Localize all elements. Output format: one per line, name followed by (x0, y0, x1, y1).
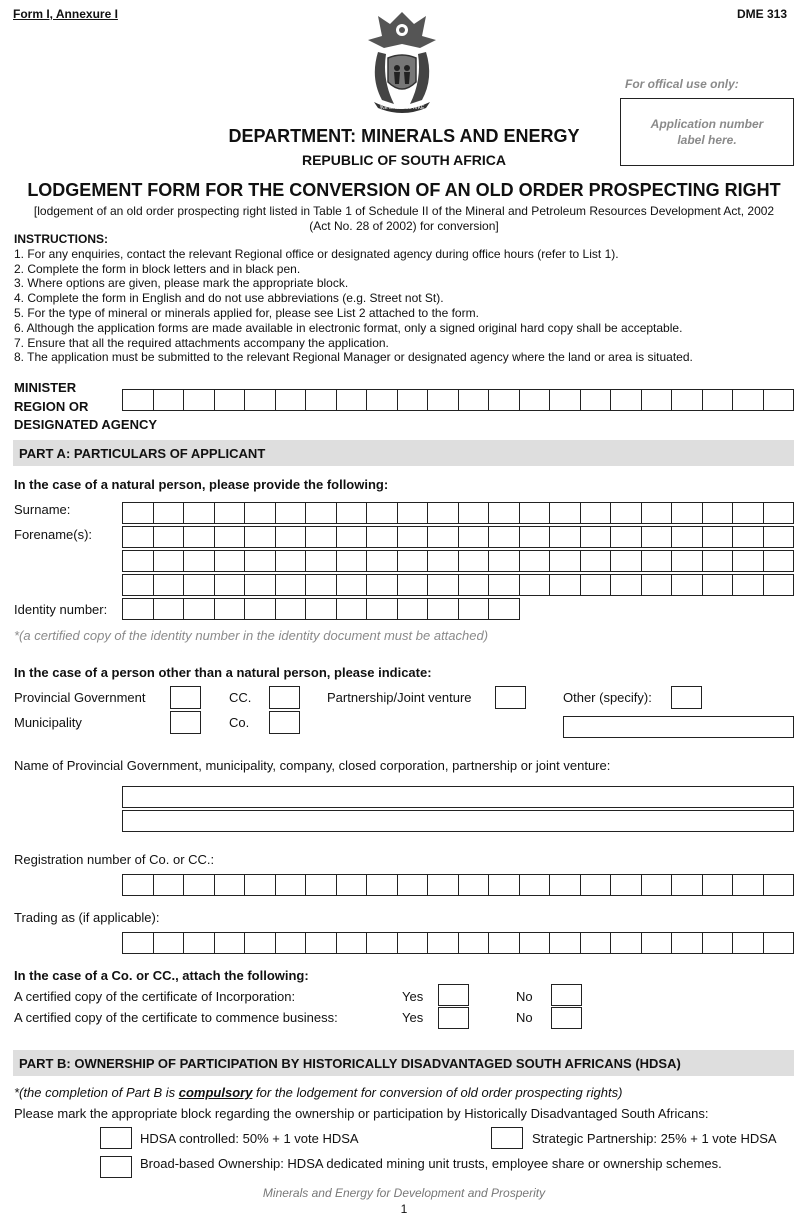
letter-cell[interactable] (337, 875, 368, 895)
instruction-item: 1. For any enquiries, contact the relevant Regional office or designated agency during office hours (refer to List 1). (14, 246, 619, 261)
department-title: DEPARTMENT: MINERALS AND ENERGY (228, 126, 580, 146)
letter-cell[interactable] (398, 933, 429, 953)
forenames-input-grid-3[interactable] (122, 574, 794, 596)
letter-cell[interactable] (428, 875, 459, 895)
letter-cell[interactable] (184, 390, 215, 410)
letter-cell[interactable] (764, 527, 795, 547)
letter-cell[interactable] (459, 575, 490, 595)
letter-cell[interactable] (306, 551, 337, 571)
letter-cell[interactable] (123, 933, 154, 953)
instruction-item: 3. Where options are given, please mark the appropriate block. (14, 276, 349, 291)
letter-cell[interactable] (276, 503, 307, 523)
letter-cell[interactable] (245, 503, 276, 523)
municipality-checkbox[interactable] (170, 711, 201, 734)
letter-cell[interactable] (398, 551, 429, 571)
minister-label-line2: REGION OR (14, 398, 89, 414)
identity-input-grid[interactable] (122, 598, 520, 620)
co-checkbox[interactable] (269, 711, 300, 734)
letter-cell[interactable] (398, 875, 429, 895)
cert-business-yes-label: Yes (402, 1010, 424, 1025)
letter-cell[interactable] (642, 875, 673, 895)
letter-cell[interactable] (550, 390, 581, 410)
letter-cell[interactable] (123, 503, 154, 523)
letter-cell[interactable] (398, 575, 429, 595)
part-b-note (14, 1085, 622, 1100)
part-b-header (13, 1050, 794, 1076)
letter-cell[interactable] (672, 875, 703, 895)
cert-business-label: A certified copy of the certificate to commence business: (14, 1010, 338, 1025)
letter-cell[interactable] (123, 875, 154, 895)
letter-cell[interactable] (672, 390, 703, 410)
letter-cell[interactable] (764, 503, 795, 523)
letter-cell[interactable] (642, 527, 673, 547)
letter-cell[interactable] (245, 390, 276, 410)
strategic-partnership-checkbox[interactable] (491, 1127, 523, 1149)
entity-name-field-1[interactable] (122, 786, 794, 808)
letter-cell[interactable] (550, 551, 581, 571)
letter-cell[interactable] (428, 599, 459, 619)
letter-cell[interactable] (123, 390, 154, 410)
part-b-note-emphasis: compulsory (178, 1085, 253, 1100)
republic-title: REPUBLIC OF SOUTH AFRICA (301, 152, 507, 168)
letter-cell[interactable] (733, 933, 764, 953)
letter-cell[interactable] (215, 503, 246, 523)
part-a-header (13, 440, 794, 466)
region-input-grid[interactable] (122, 389, 794, 411)
letter-cell[interactable] (733, 503, 764, 523)
letter-cell[interactable] (428, 551, 459, 571)
svg-text:!KE E: /XARRA //KE: !KE E: /XARRA //KE (379, 105, 425, 111)
letter-cell[interactable] (337, 575, 368, 595)
letter-cell[interactable] (367, 575, 398, 595)
letter-cell[interactable] (184, 527, 215, 547)
letter-cell[interactable] (428, 933, 459, 953)
letter-cell[interactable] (703, 933, 734, 953)
letter-cell[interactable] (611, 933, 642, 953)
footer-tagline: Minerals and Energy for Development and Prosperity (262, 1186, 546, 1200)
letter-cell[interactable] (367, 599, 398, 619)
cert-incorporation-label: A certified copy of the certificate of Incorporation: (14, 989, 296, 1004)
letter-cell[interactable] (123, 599, 154, 619)
letter-cell[interactable] (276, 933, 307, 953)
cert-incorporation-no-label: No (516, 989, 533, 1004)
letter-cell[interactable] (215, 875, 246, 895)
letter-cell[interactable] (642, 503, 673, 523)
entity-name-field-2[interactable] (122, 810, 794, 832)
letter-cell[interactable] (703, 390, 734, 410)
letter-cell[interactable] (489, 527, 520, 547)
letter-cell[interactable] (306, 527, 337, 547)
instruction-item: 5. For the type of mineral or minerals applied for, please see List 2 attached to the form. (14, 305, 479, 320)
letter-cell[interactable] (337, 599, 368, 619)
cert-business-no-label: No (516, 1010, 533, 1025)
part-b-note-suffix: for the lodgement for conversion of old order prospecting rights) (252, 1085, 623, 1100)
letter-cell[interactable] (703, 551, 734, 571)
letter-cell[interactable] (703, 527, 734, 547)
letter-cell[interactable] (611, 551, 642, 571)
letter-cell[interactable] (245, 875, 276, 895)
cc-checkbox[interactable] (269, 686, 300, 709)
letter-cell[interactable] (123, 551, 154, 571)
letter-cell[interactable] (276, 527, 307, 547)
cert-business-no-checkbox[interactable] (551, 1007, 582, 1029)
letter-cell[interactable] (672, 933, 703, 953)
letter-cell[interactable] (489, 551, 520, 571)
letter-cell[interactable] (581, 551, 612, 571)
letter-cell[interactable] (398, 503, 429, 523)
identity-note: *(a certified copy of the identity number in the identity document must be attached) (14, 628, 489, 643)
registration-input-grid[interactable] (122, 874, 794, 896)
instruction-item: 2. Complete the form in block letters and in black pen. (14, 261, 301, 276)
letter-cell[interactable] (550, 503, 581, 523)
letter-cell[interactable] (733, 551, 764, 571)
letter-cell[interactable] (764, 875, 795, 895)
entity-name-label: Name of Provincial Government, municipality, company, closed corporation, partnership or joint venture: (14, 758, 611, 773)
forenames-input-grid-2[interactable] (122, 550, 794, 572)
letter-cell[interactable] (337, 390, 368, 410)
cert-business-yes-checkbox[interactable] (438, 1007, 469, 1029)
letter-cell[interactable] (215, 575, 246, 595)
attach-heading: In the case of a Co. or CC., attach the following: (14, 968, 309, 983)
letter-cell[interactable] (428, 390, 459, 410)
letter-cell[interactable] (459, 599, 490, 619)
letter-cell[interactable] (733, 875, 764, 895)
letter-cell[interactable] (184, 599, 215, 619)
letter-cell[interactable] (184, 875, 215, 895)
letter-cell[interactable] (550, 875, 581, 895)
letter-cell[interactable] (123, 527, 154, 547)
letter-cell[interactable] (154, 551, 185, 571)
letter-cell[interactable] (611, 390, 642, 410)
letter-cell[interactable] (215, 933, 246, 953)
letter-cell[interactable] (459, 390, 490, 410)
letter-cell[interactable] (459, 933, 490, 953)
letter-cell[interactable] (764, 551, 795, 571)
letter-cell[interactable] (428, 527, 459, 547)
letter-cell[interactable] (550, 527, 581, 547)
partnership-label: Partnership/Joint venture (327, 690, 472, 705)
letter-cell[interactable] (215, 551, 246, 571)
instruction-item: 8. The application must be submitted to the relevant Regional Manager or designated agency where the land or area is situated. (14, 350, 693, 365)
hdsa-controlled-checkbox[interactable] (100, 1127, 132, 1149)
letter-cell[interactable] (184, 551, 215, 571)
trading-as-input-grid[interactable] (122, 932, 794, 954)
letter-cell[interactable] (215, 599, 246, 619)
letter-cell[interactable] (581, 875, 612, 895)
letter-cell[interactable] (642, 933, 673, 953)
dme-code: DME 313 (737, 7, 788, 21)
letter-cell[interactable] (367, 933, 398, 953)
letter-cell[interactable] (581, 390, 612, 410)
minister-label-line1: MINISTER (14, 380, 77, 395)
form-subtitle-line2: (Act No. 28 of 2002) for conversion] (309, 219, 499, 233)
letter-cell[interactable] (489, 503, 520, 523)
letter-cell[interactable] (581, 933, 612, 953)
cert-incorporation-yes-label: Yes (402, 989, 424, 1004)
letter-cell[interactable] (367, 503, 398, 523)
registration-label: Registration number of Co. or CC.: (14, 852, 215, 867)
letter-cell[interactable] (398, 599, 429, 619)
letter-cell[interactable] (520, 933, 551, 953)
letter-cell[interactable] (764, 575, 795, 595)
letter-cell[interactable] (428, 575, 459, 595)
official-use-label: For offical use only: (625, 77, 739, 91)
letter-cell[interactable] (733, 527, 764, 547)
letter-cell[interactable] (672, 527, 703, 547)
instruction-item: 4. Complete the form in English and do not use abbreviations (e.g. Street not St). (14, 291, 444, 306)
letter-cell[interactable] (306, 503, 337, 523)
surname-label: Surname: (14, 502, 71, 517)
letter-cell[interactable] (733, 575, 764, 595)
letter-cell[interactable] (520, 875, 551, 895)
letter-cell[interactable] (611, 875, 642, 895)
application-label-line1: Application number (650, 117, 764, 131)
letter-cell[interactable] (337, 551, 368, 571)
letter-cell[interactable] (672, 575, 703, 595)
identity-label: Identity number: (14, 602, 108, 617)
broad-based-checkbox[interactable] (100, 1156, 132, 1178)
letter-cell[interactable] (337, 933, 368, 953)
letter-cell[interactable] (367, 527, 398, 547)
application-label-line2: label here. (677, 133, 737, 147)
letter-cell[interactable] (428, 503, 459, 523)
provincial-label: Provincial Government (14, 690, 146, 705)
letter-cell[interactable] (245, 599, 276, 619)
letter-cell[interactable] (703, 575, 734, 595)
letter-cell[interactable] (520, 575, 551, 595)
instruction-item: 6. Although the application forms are made available in electronic format, only a signed original hard copy shall be acceptable. (14, 320, 683, 335)
letter-cell[interactable] (550, 933, 581, 953)
letter-cell[interactable] (672, 551, 703, 571)
letter-cell[interactable] (611, 503, 642, 523)
strategic-partnership-label: Strategic Partnership: 25% + 1 vote HDSA (532, 1131, 777, 1146)
co-label: Co. (229, 715, 250, 730)
letter-cell[interactable] (337, 527, 368, 547)
letter-cell[interactable] (459, 551, 490, 571)
letter-cell[interactable] (398, 390, 429, 410)
letter-cell[interactable] (489, 875, 520, 895)
part-b-note-prefix: *(the completion of Part B is (14, 1085, 179, 1100)
letter-cell[interactable] (184, 933, 215, 953)
letter-cell[interactable] (703, 503, 734, 523)
surname-input-grid[interactable] (122, 502, 794, 524)
letter-cell[interactable] (703, 875, 734, 895)
letter-cell[interactable] (581, 575, 612, 595)
form-subtitle-line1: [lodgement of an old order prospecting right listed in Table 1 of Schedule II of the Mineral and Petroleum Resources Development Act, 2002 (33, 204, 775, 218)
letter-cell[interactable] (123, 575, 154, 595)
other-checkbox[interactable] (671, 686, 702, 709)
natural-person-heading: In the case of a natural person, please provide the following: (14, 477, 389, 492)
letter-cell[interactable] (276, 390, 307, 410)
letter-cell[interactable] (154, 599, 185, 619)
letter-cell[interactable] (154, 933, 185, 953)
letter-cell[interactable] (154, 527, 185, 547)
letter-cell[interactable] (489, 390, 520, 410)
other-label: Other (specify): (563, 690, 652, 705)
letter-cell[interactable] (672, 503, 703, 523)
letter-cell[interactable] (245, 575, 276, 595)
letter-cell[interactable] (520, 390, 551, 410)
form-reference: Form I, Annexure I (13, 7, 118, 21)
letter-cell[interactable] (215, 390, 246, 410)
forenames-input-grid-1[interactable] (122, 526, 794, 548)
partnership-checkbox[interactable] (495, 686, 526, 709)
letter-cell[interactable] (154, 503, 185, 523)
instructions (14, 232, 693, 365)
letter-cell[interactable] (306, 933, 337, 953)
letter-cell[interactable] (581, 503, 612, 523)
letter-cell[interactable] (398, 527, 429, 547)
minister-label-line3: DESIGNATED AGENCY (14, 417, 158, 432)
letter-cell[interactable] (245, 933, 276, 953)
letter-cell[interactable] (489, 599, 520, 619)
letter-cell[interactable] (764, 933, 795, 953)
municipality-label: Municipality (14, 715, 82, 730)
letter-cell[interactable] (367, 551, 398, 571)
letter-cell[interactable] (245, 551, 276, 571)
letter-cell[interactable] (611, 575, 642, 595)
letter-cell[interactable] (550, 575, 581, 595)
forenames-label: Forename(s): (14, 527, 93, 542)
letter-cell[interactable] (733, 390, 764, 410)
letter-cell[interactable] (184, 575, 215, 595)
letter-cell[interactable] (154, 390, 185, 410)
letter-cell[interactable] (367, 390, 398, 410)
letter-cell[interactable] (337, 503, 368, 523)
instructions-heading: INSTRUCTIONS: (14, 232, 108, 246)
letter-cell[interactable] (520, 527, 551, 547)
letter-cell[interactable] (276, 875, 307, 895)
other-specify-field[interactable] (563, 716, 794, 738)
letter-cell[interactable] (245, 527, 276, 547)
letter-cell[interactable] (306, 575, 337, 595)
cc-label: CC. (229, 690, 252, 705)
part-b-instruction: Please mark the appropriate block regarding the ownership or participation by Historically Disadvantaged South Africans: (14, 1106, 709, 1121)
part-b-heading: PART B: OWNERSHIP OF PARTICIPATION BY HISTORICALLY DISADVANTAGED SOUTH AFRICANS (HDSA) (19, 1056, 681, 1071)
letter-cell[interactable] (459, 527, 490, 547)
letter-cell[interactable] (581, 527, 612, 547)
cert-incorporation-no-checkbox[interactable] (551, 984, 582, 1006)
letter-cell[interactable] (276, 599, 307, 619)
page-number: 1 (400, 1202, 408, 1216)
letter-cell[interactable] (306, 599, 337, 619)
cert-incorporation-yes-checkbox[interactable] (438, 984, 469, 1006)
letter-cell[interactable] (764, 390, 795, 410)
provincial-checkbox[interactable] (170, 686, 201, 709)
trading-as-label: Trading as (if applicable): (14, 910, 160, 925)
letter-cell[interactable] (306, 390, 337, 410)
letter-cell[interactable] (276, 551, 307, 571)
letter-cell[interactable] (459, 503, 490, 523)
other-person-heading: In the case of a person other than a natural person, please indicate: (14, 665, 432, 680)
letter-cell[interactable] (520, 503, 551, 523)
letter-cell[interactable] (489, 933, 520, 953)
instruction-item: 7. Ensure that all the required attachments accompany the application. (14, 335, 389, 350)
coat-of-arms-emblem (360, 8, 444, 116)
letter-cell[interactable] (459, 875, 490, 895)
broad-based-label: Broad-based Ownership: HDSA dedicated mining unit trusts, employee share or ownership schemes. (140, 1156, 722, 1171)
letter-cell[interactable] (642, 575, 673, 595)
form-title: LODGEMENT FORM FOR THE CONVERSION OF AN OLD ORDER PROSPECTING RIGHT (27, 180, 781, 200)
letter-cell[interactable] (367, 875, 398, 895)
letter-cell[interactable] (642, 551, 673, 571)
letter-cell[interactable] (611, 527, 642, 547)
letter-cell[interactable] (520, 551, 551, 571)
letter-cell[interactable] (154, 575, 185, 595)
letter-cell[interactable] (276, 575, 307, 595)
letter-cell[interactable] (184, 503, 215, 523)
letter-cell[interactable] (215, 527, 246, 547)
letter-cell[interactable] (489, 575, 520, 595)
hdsa-controlled-label: HDSA controlled: 50% + 1 vote HDSA (140, 1131, 359, 1146)
letter-cell[interactable] (154, 875, 185, 895)
part-a-heading: PART A: PARTICULARS OF APPLICANT (19, 446, 266, 461)
letter-cell[interactable] (306, 875, 337, 895)
letter-cell[interactable] (642, 390, 673, 410)
